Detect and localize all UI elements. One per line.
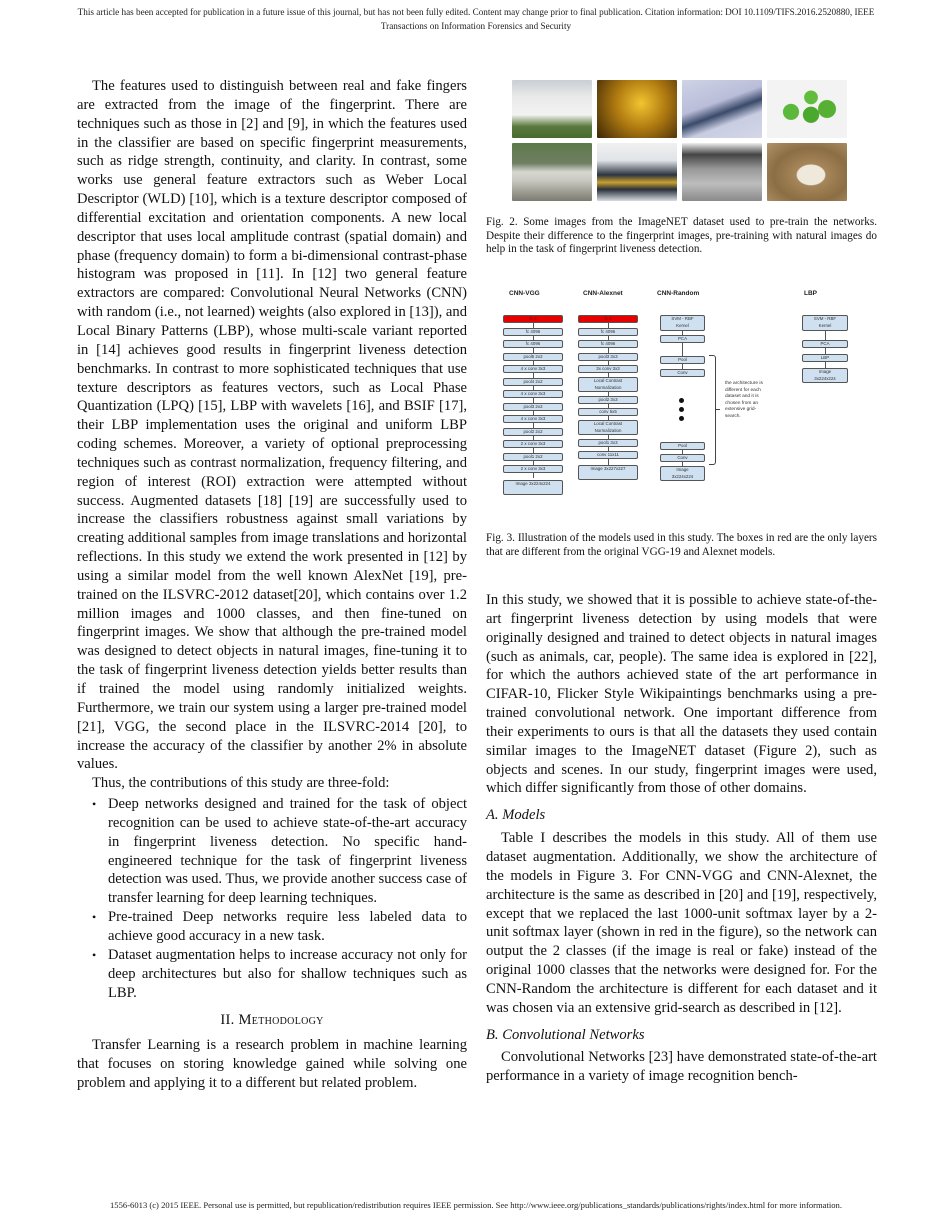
layer-box: 2 x conv 3x3 bbox=[503, 440, 563, 448]
input-image-box: Image 3x224x224 bbox=[802, 368, 848, 383]
layer-box: 4 x conv 3x3 bbox=[503, 390, 563, 398]
methodology-paragraph: Transfer Learning is a research problem in machine learning that focuses on storing knowledge gained while solving one problem and applying it to a different but related problem. bbox=[77, 1037, 467, 1091]
header-line-2: Transactions on Information Forensics and Security bbox=[380, 21, 572, 31]
copyright-footer: 1556-6013 (c) 2015 IEEE. Personal use is permitted, but republication/redistribution requires IEEE permission. See http://www.ieee.org/publications_standards/publications/rights/index.html for more information. bbox=[110, 1200, 842, 1210]
subsection-heading-convnets: B. Convolutional Networks bbox=[486, 1026, 645, 1043]
image-crane-tower bbox=[682, 80, 762, 138]
column-title-cnn-random: CNN-Random bbox=[657, 290, 700, 297]
contribution-item: • Pre-trained Deep networks require less labeled data to achieve good accuracy in a new task. bbox=[108, 908, 467, 946]
layer-box: Local Contrast Normalization bbox=[578, 420, 638, 435]
layer-box: Local Contrast Normalization bbox=[578, 377, 638, 392]
column-title-lbp: LBP bbox=[804, 290, 817, 297]
layer-box: pool2 3x3 bbox=[578, 396, 638, 404]
left-column bbox=[77, 77, 467, 1093]
layer-box: pool5 2x2 bbox=[503, 353, 563, 361]
layer-box: pool1 3x3 bbox=[578, 439, 638, 447]
figure-3-architecture-diagram bbox=[497, 285, 877, 500]
layer-box: 4 x conv 3x3 bbox=[503, 415, 563, 423]
right-column bbox=[486, 591, 877, 1086]
layer-fc2-highlight: fc 2 bbox=[578, 315, 638, 323]
ellipsis-dot bbox=[679, 407, 684, 412]
related-work-paragraph: In this study, we showed that it is possible to achieve state-of-the-art fingerprint liveness detection by using models that were originally designed and trained to detect objects in natural images (such as animals, car, people). The same idea is explored in [22], for which the authors achieved state of the art performance in CIFAR-10, Flicker Style Wikipaintings benchmarks using a pre-trained convolutional network. One important difference from their experiments to ours is that all the datasets they used contain similar images to the ImageNET dataset (Figure 2), such as objects and scenes. In our study, fingerprint images were used, which differ significantly from those of other domains. bbox=[486, 592, 877, 797]
image-go-kart-child bbox=[597, 143, 677, 201]
layer-box: Pool bbox=[660, 442, 705, 450]
image-white-wolves bbox=[512, 143, 592, 201]
contribution-item: • Dataset augmentation helps to increase accuracy not only for deep architectures but also for shallow techniques such as LBP. bbox=[108, 946, 467, 1003]
image-light-switch bbox=[767, 143, 847, 201]
grid-search-brace bbox=[709, 355, 716, 465]
layer-box: SVM - RBF Kernel bbox=[660, 315, 705, 331]
layer-box: pool3 3x3 bbox=[578, 353, 638, 361]
brace-tick bbox=[715, 409, 720, 410]
figure-2-caption: Fig. 2. Some images from the ImageNET dataset used to pre-train the networks. Despite their difference to the fingerprint images, pre-training with natural images do help in the task of fingerprint liveness detection. bbox=[486, 216, 877, 256]
layer-box: SVM - RBF Kernel bbox=[802, 315, 848, 331]
running-header bbox=[0, 5, 952, 33]
figure-3-caption: Fig. 3. Illustration of the models used in this study. The boxes in red are the only layers that are different from the original VGG-19 and Alexnet models. bbox=[486, 532, 877, 558]
input-image-box: Image 3x227x227 bbox=[578, 465, 638, 480]
input-image-box: Image 3x224x224 bbox=[660, 466, 705, 481]
column-title-cnn-vgg: CNN-VGG bbox=[509, 290, 540, 297]
header-line-1: This article has been accepted for publication in a future issue of this journal, but has not been fully edited. Content may change prior to final publication. Citation information: DOI 10.1109/TIFS.2016.2520880, IEEE bbox=[77, 7, 875, 17]
layer-box: conv 5x5 bbox=[578, 408, 638, 416]
layer-box: Conv bbox=[660, 369, 705, 377]
section-heading-methodology: II. Methodology bbox=[220, 1012, 324, 1029]
layer-box: fc 4096 bbox=[578, 340, 638, 348]
layer-box: 3x conv 3x3 bbox=[578, 365, 638, 373]
layer-box: Conv bbox=[660, 454, 705, 462]
contributions-list bbox=[77, 795, 467, 1002]
contribution-item: • Deep networks designed and trained for the task of object recognition can be used to achieve state-of-the-art accuracy in fingerprint liveness detection. No specific hand-engineered technique for the task of fingerprint liveness detection was used. Thus, we provide another success case of transfer learning for deep learning techniques. bbox=[108, 795, 467, 908]
grid-search-note: the architecture is different for each dataset and it is chosen from an extensive grid-search. bbox=[725, 381, 763, 419]
image-camper-van bbox=[512, 80, 592, 138]
subsection-heading-models: A. Models bbox=[486, 807, 546, 824]
layer-box: pool1 2x2 bbox=[503, 453, 563, 461]
models-paragraph: Table I describes the models in this study. All of them use dataset augmentation. Additionally, we show the architecture of the models in Figure 3. For CNN-VGG and CNN-Alexnet, the architecture is the same as described in [20] and [19], respectively, except that we replaced the last 1000-unit softmax layer by a 2-unit softmax layer (shown in red in the figure), so the network can output the 2 classes (if the image is real or fake) instead of the original 1000 classes that the networks were designed for. For the CNN-Random the architecture is different for each dataset and it was chosen via an extensive grid-search as described in [12]. bbox=[486, 830, 877, 1016]
figure-2-image-grid bbox=[512, 80, 852, 200]
layer-box: 4 x conv 3x3 bbox=[503, 365, 563, 373]
layer-box: fc 4096 bbox=[503, 328, 563, 336]
layer-box: pool3 2x2 bbox=[503, 403, 563, 411]
layer-fc2-highlight: fc 2 bbox=[503, 315, 563, 323]
layer-box: fc 4096 bbox=[503, 340, 563, 348]
ellipsis-dot bbox=[679, 398, 684, 403]
layer-box: LBP bbox=[802, 354, 848, 362]
layer-box: Pool bbox=[660, 356, 705, 364]
ellipsis-dot bbox=[679, 416, 684, 421]
image-green-apples bbox=[767, 80, 847, 138]
contributions-intro: Thus, the contributions of this study are three-fold: bbox=[92, 775, 390, 792]
layer-box: pool4 2x2 bbox=[503, 378, 563, 386]
image-starfish-forest bbox=[597, 80, 677, 138]
layer-box: PCA bbox=[802, 340, 848, 348]
layer-box: PCA bbox=[660, 335, 705, 343]
input-image-box: Image 3x224x224 bbox=[503, 480, 563, 495]
column-title-cnn-alexnet: CNN-Alexnet bbox=[583, 290, 623, 297]
layer-box: fc 4096 bbox=[578, 328, 638, 336]
intro-paragraph: The features used to distinguish between real and fake fingers are extracted from the image of the fingerprint. There are techniques such as those in [2] and [9], in which the features used in the classifier are based on specific fingerprint measurements, such as ridge strength, continuity, and clarity. In contrast, some works use general feature extractors such as Weber Local Descriptor (WLD) [10], which is a texture descriptor composed of differential excitation and orientation components. A new local descriptor that uses local amplitude contrast (spatial domain) and phase (frequency domain) to form a bi-dimensional contrast-phase histogram was proposed in [11]. In [12] two general feature extractors are compared: Convolutional Neural Networks (CNN) with random (i.e., not learned) weights (also explored in [13]), and Local Binary Patterns (LBP), whose multi-scale variant reported in [14] achieves good results in fingerprint liveness detection benchmarks. In contrast to more sophisticated techniques that use texture descriptors as features vectors, such as Local Phase Quantization (LPQ) [15], LBP with wavelets [16], and BSIF [17], their LBP implementation uses the original and uniform LBP coding schemes. Moreover, a variety of optional preprocessing techniques such as contrast normalization, frequency filtering, and region of interest (ROI) extraction were attempted without success. Augmented datasets [18] [19] are successfully used to increase the classifiers robustness against small variations by creating additional samples from image translations and horizontal reflections. In this study we extend the work presented in [12] by using a similar model from the well known AlexNet [19], pre-trained on the ILSVRC-2012 dataset[20], which contains over 1.2 million images and 1000 classes, and then fine-tuned on fingerprint images. We show that although the pre-trained model was designed to detect objects in natural images, fine-tuning it to the task of fingerprint liveness detection yields better results than if trained the model using randomly initialized weights. Furthermore, we train our system using a larger pre-trained model [21], VGG, the second place in the ILSVRC-2014 [20], to increase the accuracy of the classifier by another 2% in absolute values. bbox=[77, 78, 467, 773]
layer-box: 2 x conv 3x3 bbox=[503, 465, 563, 473]
layer-box: pool2 2x2 bbox=[503, 428, 563, 436]
image-baseball-player bbox=[682, 143, 762, 201]
convnets-paragraph: Convolutional Networks [23] have demonstrated state-of-the-art performance in a variety of image recognition bench- bbox=[486, 1049, 877, 1085]
layer-box: conv 11x11 bbox=[578, 451, 638, 459]
